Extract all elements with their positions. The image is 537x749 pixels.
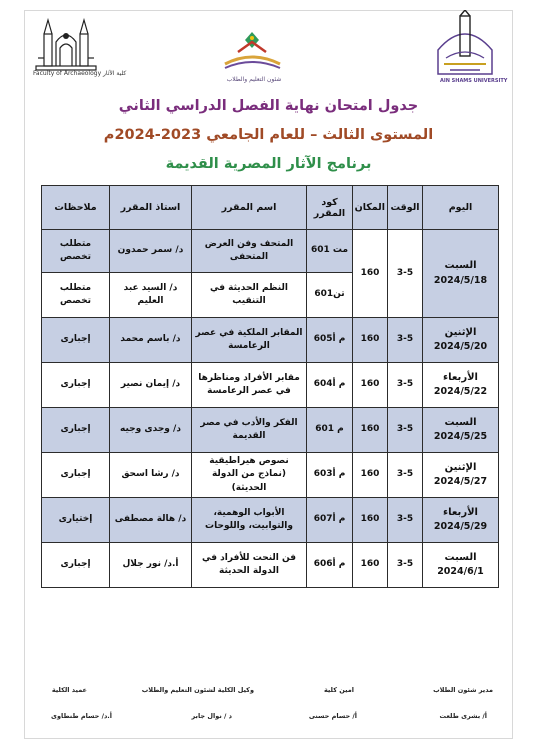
course-code-cell: تن601: [307, 273, 353, 318]
place-cell: 160: [353, 230, 388, 318]
day-date: 2024/5/25: [433, 431, 488, 443]
course-code-cell: م أ605: [307, 318, 353, 363]
course-name-cell: الفكر والأدب في مصر القديمة: [192, 408, 307, 453]
day-cell: [423, 453, 499, 498]
notes-cell: متطلب تخصص: [42, 273, 110, 318]
day-cell: [423, 230, 499, 318]
course-code-cell: م أ607: [307, 498, 353, 543]
signature-name-college-secretary: أ/ حسام حسنى: [308, 712, 357, 720]
day-name: السبت: [444, 416, 477, 428]
time-cell: 3-5: [388, 543, 423, 588]
day-date: 2024/5/20: [433, 341, 488, 353]
course-code-cell: مت 601: [307, 230, 353, 273]
day-name: السبت: [444, 551, 477, 563]
table-row: [42, 230, 499, 273]
time-cell: 3-5: [388, 498, 423, 543]
signature-title-dean: عميد الكلية: [51, 686, 87, 694]
signature-name-vice-dean: د / نوال جابر: [191, 712, 232, 720]
table-row: [42, 498, 499, 543]
signature-title-student-affairs: مدير شئون الطلاب: [433, 686, 493, 694]
schedule-title: جدول امتحان نهاية الفصل الدراسي الثاني: [118, 98, 419, 114]
day-date: 2024/6/1: [437, 566, 484, 578]
day-cell: [423, 318, 499, 363]
instructor-cell: د/ وجدى وجيه: [110, 408, 192, 453]
day-cell: [423, 363, 499, 408]
course-name-cell: نصوص هيراطيقية (نماذج من الدولة الحديثة): [192, 453, 307, 498]
instructor-cell: د/ السيد عبد العليم: [110, 273, 192, 318]
course-name-cell: النظم الحديثة في التنقيب: [192, 273, 307, 318]
day-name: الأربعاء: [443, 506, 478, 518]
day-cell: [423, 408, 499, 453]
place-cell: 160: [353, 453, 388, 498]
table-row: [42, 543, 499, 588]
header-course-name: اسم المقرر: [192, 186, 307, 230]
place-cell: 160: [353, 543, 388, 588]
course-name-cell: فن النحت للأفراد في الدولة الحديثة: [192, 543, 307, 588]
course-name-cell: المتحف وفن العرض المتحفى: [192, 230, 307, 273]
program-title: برنامج الآثار المصرية القديمة: [165, 156, 372, 172]
instructor-cell: د/ رشا اسحق: [110, 453, 192, 498]
notes-cell: إجبارى: [42, 363, 110, 408]
day-date: 2024/5/18: [433, 274, 488, 286]
day-name: الإثنين: [444, 326, 477, 338]
time-cell: 3-5: [388, 408, 423, 453]
instructor-cell: د/ سمر حمدون: [110, 230, 192, 273]
course-code-cell: م أ604: [307, 363, 353, 408]
instructor-cell: د/ إيمان نصير: [110, 363, 192, 408]
header-instructor: استاذ المقرر: [110, 186, 192, 230]
header-course-code: كود المقرر: [307, 186, 353, 230]
day-name: الإثنين: [444, 461, 477, 473]
header-time: الوقت: [388, 186, 423, 230]
course-code-cell: م 601: [307, 408, 353, 453]
signature-name-dean: أ.د/ حسام طنطاوى: [51, 712, 112, 720]
course-name-cell: المقابر الملكية في عصر الرعامسة: [192, 318, 307, 363]
course-code-cell: م أ603: [307, 453, 353, 498]
university-logo-icon: [430, 10, 500, 82]
instructor-cell: د/ باسم محمد: [110, 318, 192, 363]
course-name-cell: مقابر الأفراد ومناظرها في عصر الرعامسة: [192, 363, 307, 408]
student-affairs-caption: شئون التعليم والطلاب: [226, 76, 282, 83]
course-name-cell: الأبواب الوهمية، والتوابيت، واللوحات: [192, 498, 307, 543]
day-date: 2024/5/27: [433, 476, 488, 488]
table-row: [42, 408, 499, 453]
exam-schedule-table: [41, 185, 499, 588]
time-cell: 3-5: [388, 363, 423, 408]
level-year-title: المستوى الثالث – للعام الجامعي 2023-2024م: [103, 127, 434, 143]
time-cell: 3-5: [388, 318, 423, 363]
day-cell: [423, 543, 499, 588]
instructor-cell: أ.د/ نور جلال: [110, 543, 192, 588]
table-row: [42, 318, 499, 363]
time-cell: 3-5: [388, 230, 423, 318]
notes-cell: إجبارى: [42, 318, 110, 363]
university-logo-caption: AIN SHAMS UNIVERSITY: [440, 78, 508, 84]
place-cell: 160: [353, 318, 388, 363]
course-code-cell: م أ606: [307, 543, 353, 588]
signature-title-college-secretary: امين كلية: [323, 686, 354, 694]
time-cell: 3-5: [388, 453, 423, 498]
notes-cell: إختيارى: [42, 498, 110, 543]
header-place: المكان: [353, 186, 388, 230]
signature-name-student-affairs: أ/ بشرى طلعت: [439, 712, 487, 720]
student-affairs-logo-icon: [205, 30, 300, 80]
place-cell: 160: [353, 408, 388, 453]
signature-title-vice-dean: وكيل الكلية لشئون التعليم والطلاب: [141, 686, 254, 694]
notes-cell: إجبارى: [42, 453, 110, 498]
day-name: الأربعاء: [443, 371, 478, 383]
day-date: 2024/5/29: [433, 521, 488, 533]
place-cell: 160: [353, 363, 388, 408]
notes-cell: متطلب تخصص: [42, 230, 110, 273]
day-name: السبت: [444, 260, 477, 272]
notes-cell: إجبارى: [42, 408, 110, 453]
header-day: اليوم: [423, 186, 499, 230]
notes-cell: إجبارى: [42, 543, 110, 588]
table-header-row: [42, 186, 499, 230]
faculty-logo-caption: Faculty of Archaeology كلية الآثار: [33, 70, 127, 77]
day-date: 2024/5/22: [433, 386, 488, 398]
header-notes: ملاحظات: [42, 186, 110, 230]
instructor-cell: د/ هالة مصطفى: [110, 498, 192, 543]
table-row: [42, 453, 499, 498]
day-cell: [423, 498, 499, 543]
place-cell: 160: [353, 498, 388, 543]
table-row: [42, 363, 499, 408]
